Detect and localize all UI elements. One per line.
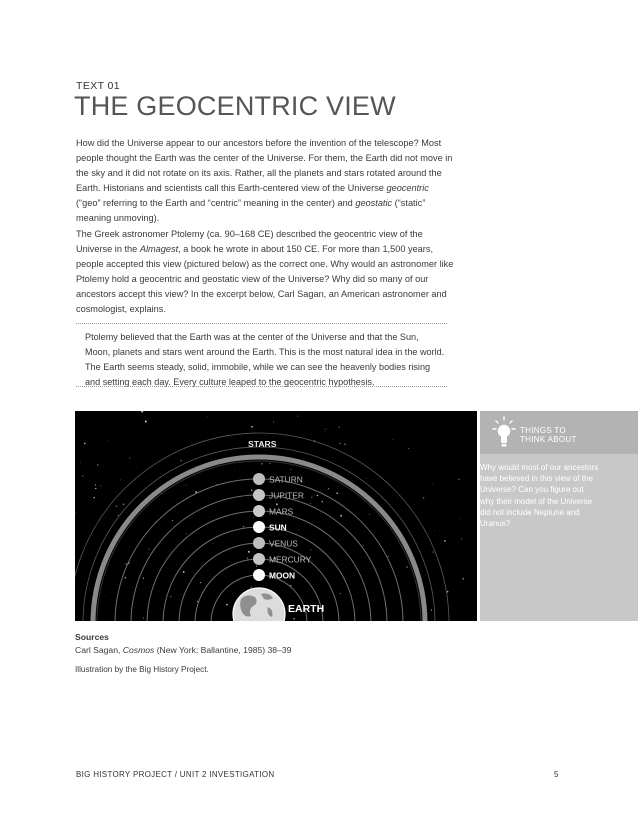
background-star (363, 545, 364, 546)
background-star (444, 540, 446, 542)
background-star (311, 497, 312, 498)
background-star (150, 474, 151, 475)
background-star (143, 617, 144, 618)
sidebar-header (480, 411, 638, 454)
background-star (248, 551, 250, 553)
background-star (253, 517, 254, 518)
quote-divider-bottom (76, 386, 447, 387)
geocentric-illustration (75, 411, 477, 621)
body-venus (253, 537, 265, 549)
things-to-think-about-panel (480, 411, 638, 621)
background-star (392, 439, 393, 440)
background-star (276, 503, 278, 505)
background-star (118, 515, 119, 516)
page-title: THE GEOCENTRIC VIEW (74, 91, 396, 121)
background-star (216, 484, 217, 485)
background-star (261, 463, 263, 465)
background-star (116, 505, 118, 507)
stars-label: STARS (248, 439, 277, 449)
sources-citation: Carl Sagan, Cosmos (New York: Ballantine, 1985) 38–39 (75, 644, 292, 655)
background-star (293, 618, 294, 619)
background-star (273, 421, 274, 422)
background-star (75, 513, 76, 514)
background-star (458, 479, 459, 480)
background-star (340, 593, 341, 594)
body-label: MARS (269, 506, 294, 517)
background-star (93, 497, 95, 499)
sidebar-title-line2: THINK ABOUT (520, 435, 577, 444)
background-star (182, 612, 183, 613)
page-number: 5 (554, 770, 559, 779)
background-star (339, 443, 341, 445)
background-star (251, 490, 252, 491)
illustration-credit: Illustration by the Big History Project. (75, 665, 209, 674)
background-star (317, 495, 319, 497)
background-star (143, 578, 144, 579)
background-star (106, 596, 107, 597)
body-mercury (253, 553, 265, 565)
background-star (82, 475, 83, 476)
background-star (129, 457, 130, 458)
lightbulb-icon (492, 415, 516, 449)
body-mars (253, 505, 265, 517)
background-star (320, 491, 321, 492)
body-label: JUPITER (269, 490, 304, 501)
background-star (434, 530, 435, 531)
background-star (107, 441, 108, 442)
background-star (340, 515, 342, 517)
background-star (256, 566, 257, 567)
body-label: SATURN (269, 474, 303, 485)
background-star (325, 429, 326, 430)
background-star (322, 501, 323, 502)
quote-divider-top (76, 323, 447, 324)
sidebar-title-line1: THINGS TO (520, 426, 566, 435)
background-star (432, 483, 433, 484)
body-saturn (253, 473, 265, 485)
ptolemy-paragraph: The Greek astronomer Ptolemy (ca. 90–168 CE) described the geocentric view of the Universe in the Almagest, a book he wrote in about 150 CE. For more than 1,500 years, people accepted this view (pictured below) as the correct one. Why would an astronomer like Ptolemy hold a geocentric and geostatic view of the Universe? Why did so many of our ancestors accept this view? In the excerpt below, Carl Sagan, an American astronomer and cosmologist, explains. (76, 229, 454, 314)
background-star (95, 488, 96, 489)
background-star (243, 526, 245, 528)
background-star (120, 480, 121, 481)
sources-block (75, 631, 291, 656)
background-star (142, 419, 143, 420)
background-star (145, 421, 147, 423)
background-star (84, 443, 86, 445)
background-star (460, 519, 461, 520)
background-star (298, 530, 299, 531)
background-star (339, 426, 340, 427)
background-star (180, 460, 182, 462)
background-star (462, 578, 464, 580)
background-star (397, 497, 398, 498)
background-star (406, 566, 407, 567)
background-star (185, 485, 186, 486)
background-star (324, 432, 325, 433)
background-star (170, 596, 171, 597)
background-star (269, 463, 270, 464)
background-star (80, 462, 81, 463)
background-star (235, 470, 236, 471)
background-star (251, 586, 252, 587)
background-star (310, 549, 311, 550)
background-star (297, 416, 298, 417)
background-star (369, 514, 370, 515)
background-star (461, 538, 462, 539)
background-star (186, 534, 187, 535)
background-star (366, 478, 367, 479)
background-star (433, 552, 434, 553)
body-label: VENUS (269, 538, 298, 549)
section-label: TEXT 01 (76, 80, 121, 92)
background-star (431, 610, 432, 611)
background-star (95, 484, 96, 485)
background-star (183, 571, 185, 573)
background-star (100, 485, 101, 486)
background-star (336, 492, 338, 494)
sidebar-title (520, 426, 577, 444)
intro-paragraph: How did the Universe appear to our ancestors before the invention of the telescope? Most people thought the Earth was the center of the Universe. For them, the Earth did not move in the sky and it did not rotate on its axis. Rather, all the planets and stars rotated around the Earth. Historians and scientists call this Earth-centered view of the Universe geocentric (“geo” referring to the Earth and “centric” meaning in the center) and geostatic (“static” meaning unmoving). (76, 138, 453, 223)
background-star (141, 411, 143, 412)
background-star (423, 497, 424, 498)
background-star (290, 469, 291, 470)
earth-label: EARTH (288, 603, 325, 615)
body-sun (253, 521, 265, 533)
background-star (344, 444, 345, 445)
background-star (123, 503, 125, 505)
sources-heading: Sources (75, 632, 109, 642)
background-star (251, 426, 253, 428)
background-star (328, 488, 329, 489)
sagan-quote: Ptolemy believed that the Earth was at the center of the Universe and that the Sun, Moon, planets and stars went around the Earth. This is the most natural idea in the world. The Earth seems steady, solid, immobile, while we can see the heavenly bodies rising and setting each day. Every culture leaped to the geocentric hypothesis. (85, 332, 445, 387)
background-star (226, 604, 228, 606)
background-star (388, 556, 389, 557)
background-star (213, 543, 214, 544)
body-moon (253, 569, 265, 581)
sidebar-question: Why would most of our ancestors have believed in this view of the Universe? Can you figure out why their model of the Universe did not include Neptune and Uranus? (480, 463, 599, 529)
body-jupiter (253, 489, 265, 501)
background-star (247, 557, 249, 559)
background-star (172, 520, 173, 521)
background-star (97, 464, 98, 465)
background-star (200, 582, 201, 583)
footer-title: BIG HISTORY PROJECT / UNIT 2 INVESTIGATION (76, 770, 275, 779)
body-label: SUN (269, 522, 287, 533)
body-label: MERCURY (269, 554, 312, 565)
geocentric-diagram (75, 411, 477, 621)
background-star (408, 448, 409, 449)
background-star (310, 503, 311, 504)
background-star (124, 577, 126, 579)
body-label: MOON (269, 570, 296, 581)
background-star (208, 416, 209, 417)
background-star (447, 591, 449, 593)
background-star (148, 549, 149, 550)
background-star (267, 498, 268, 499)
